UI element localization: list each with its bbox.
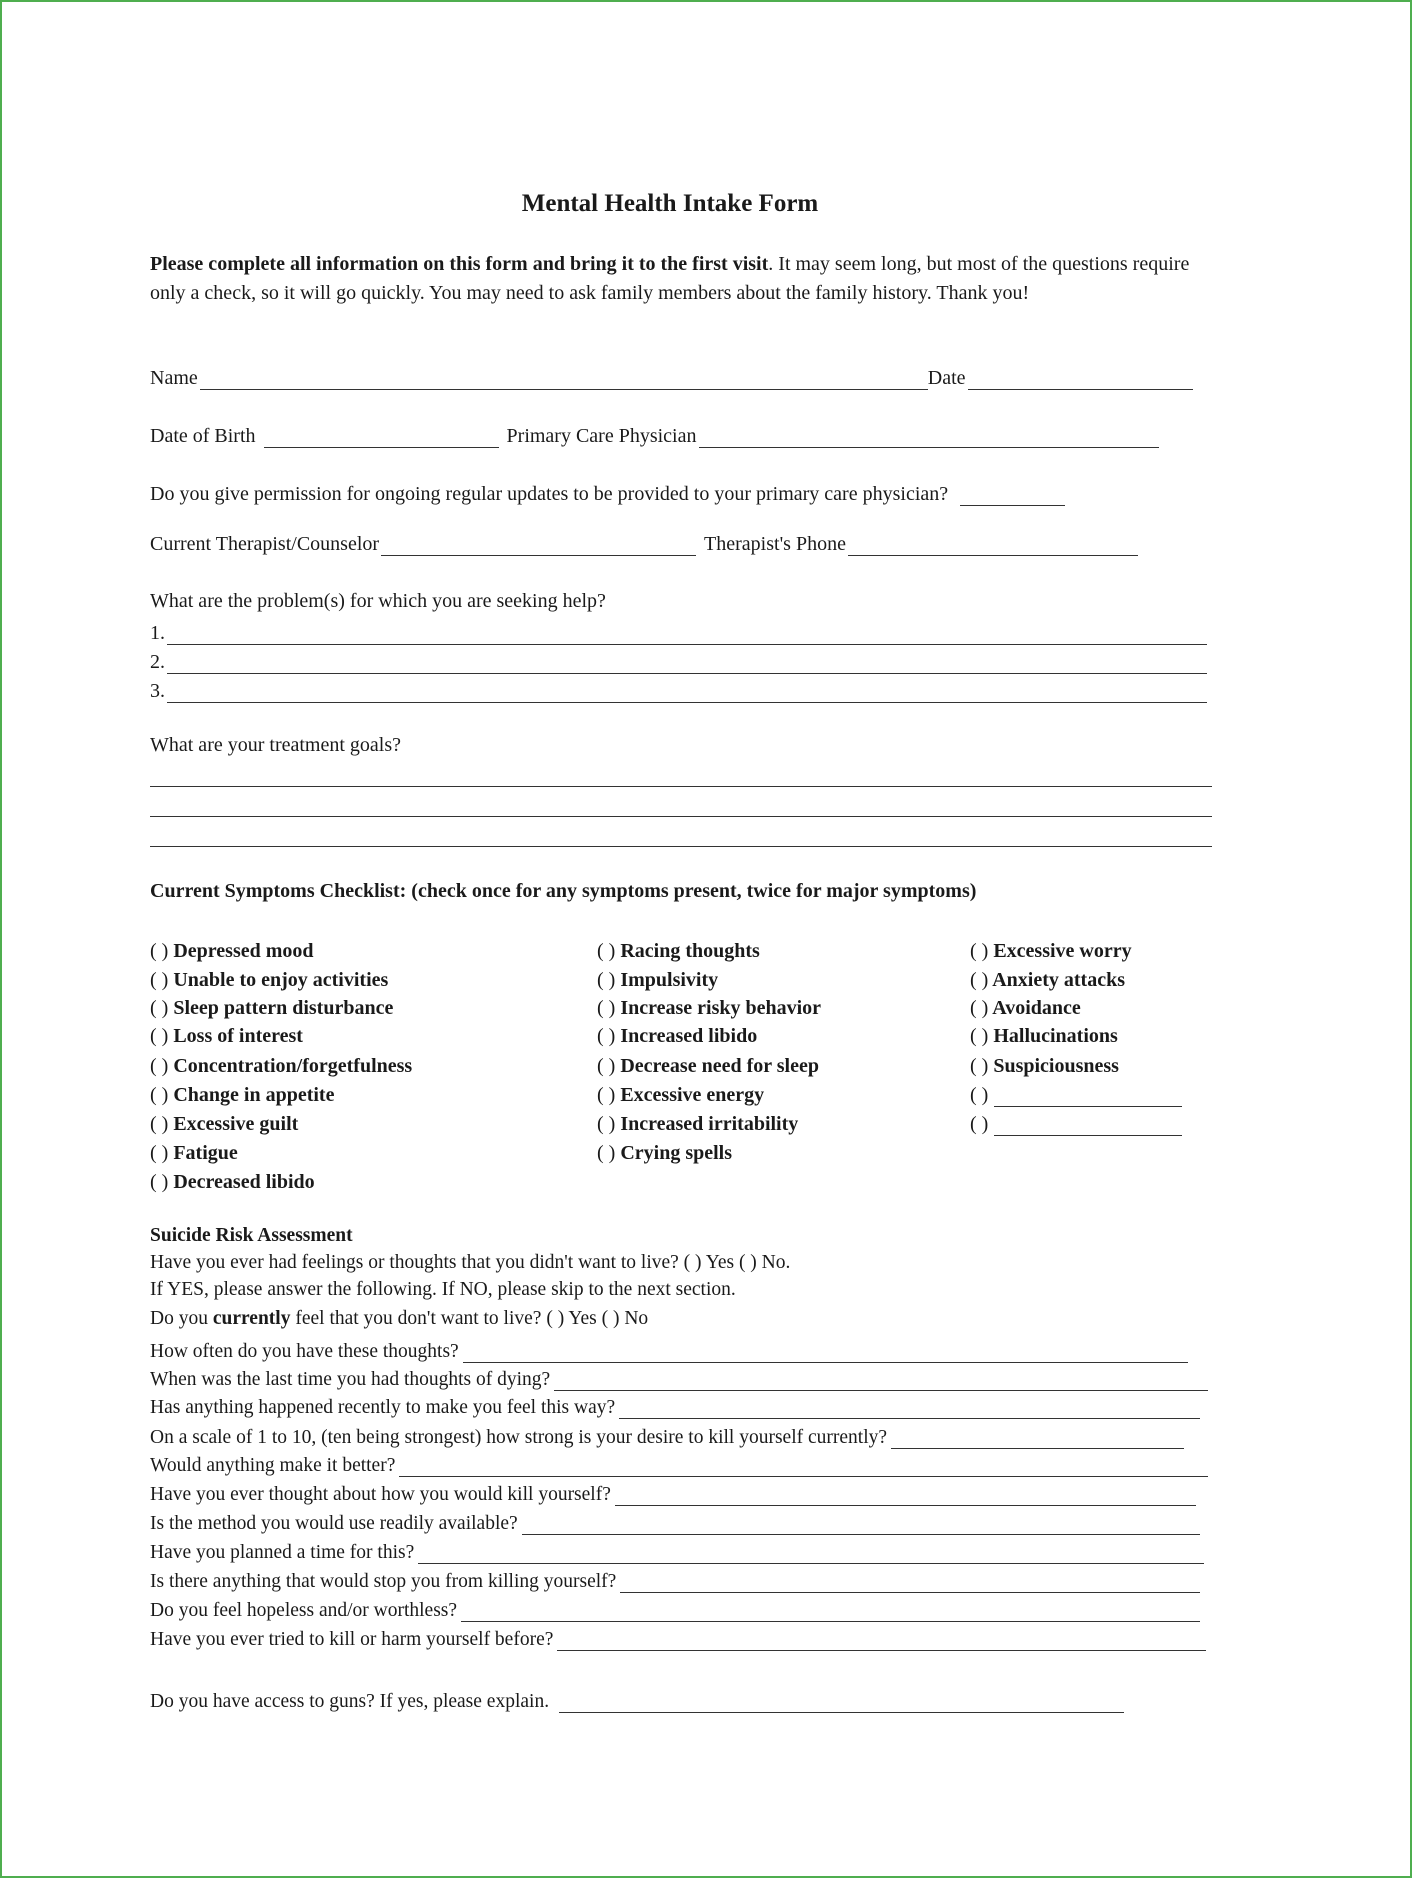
suicide-question-label: Has anything happened recently to make you feel this way? <box>150 1397 616 1418</box>
form-intro <box>150 250 1210 308</box>
symptom-item <box>150 997 393 1020</box>
name-date-row <box>150 362 1210 390</box>
symptom-checkbox[interactable]: ( ) <box>150 969 169 991</box>
symptom-label: Sleep pattern disturbance <box>173 997 394 1019</box>
suicide-answer-field[interactable] <box>891 1428 1184 1449</box>
therapist-field[interactable] <box>381 535 696 556</box>
suicide-q1-note: If YES, please answer the following. If NO, please skip to the next section. <box>150 1279 736 1300</box>
name-field[interactable] <box>200 369 928 390</box>
suicide-heading: Suicide Risk Assessment <box>150 1225 353 1246</box>
problem-field-2[interactable] <box>167 653 1207 674</box>
date-label: Date <box>927 367 966 389</box>
symptom-checkbox[interactable]: ( ) <box>150 1025 169 1047</box>
symptom-checkbox[interactable]: ( ) <box>597 1025 616 1047</box>
symptom-checkbox[interactable]: ( ) <box>970 1025 989 1047</box>
symptom-label: Unable to enjoy activities <box>173 969 389 991</box>
symptom-label: Depressed mood <box>173 940 314 962</box>
symptom-label: Fatigue <box>173 1142 238 1164</box>
suicide-question-label: Would anything make it better? <box>150 1455 396 1476</box>
suicide-answer-field[interactable] <box>620 1572 1200 1593</box>
symptom-label: Racing thoughts <box>620 940 760 962</box>
symptom-item <box>150 1055 412 1078</box>
symptom-checkbox[interactable]: ( ) <box>970 940 989 962</box>
suicide-answer-field[interactable] <box>399 1456 1208 1477</box>
symptom-checkbox[interactable]: ( ) <box>150 997 169 1019</box>
suicide-question-label: On a scale of 1 to 10, (ten being strongest) how strong is your desire to kill yourself currently? <box>150 1427 888 1448</box>
suicide-question-row <box>150 1422 1184 1449</box>
symptom-item <box>150 1171 315 1194</box>
permission-label: Do you give permission for ongoing regular updates to be provided to your primary care physician? <box>150 483 949 505</box>
symptom-label: Impulsivity <box>620 969 719 991</box>
guns-label: Do you have access to guns? If yes, please explain. <box>150 1691 550 1712</box>
symptom-label: Decreased libido <box>173 1171 315 1193</box>
permission-field[interactable] <box>960 485 1065 506</box>
problem-field-1[interactable] <box>167 624 1207 645</box>
symptom-item <box>150 1142 238 1165</box>
pcp-field[interactable] <box>699 427 1159 448</box>
symptom-item <box>970 997 1081 1020</box>
suicide-question-row <box>150 1566 1200 1593</box>
symptom-checkbox[interactable]: ( ) <box>150 940 169 962</box>
symptom-other-field[interactable] <box>994 1086 1182 1107</box>
symptom-checkbox[interactable]: ( ) <box>970 997 989 1019</box>
symptoms-heading: Current Symptoms Checklist: (check once for any symptoms present, twice for major symptoms) <box>150 880 977 902</box>
suicide-answer-field[interactable] <box>463 1342 1188 1363</box>
symptom-label: Concentration/forgetfulness <box>173 1055 413 1077</box>
symptom-item <box>597 940 760 963</box>
pcp-label: Primary Care Physician <box>506 425 697 447</box>
symptom-label: Increased irritability <box>620 1113 799 1135</box>
therapist-phone-label: Therapist's Phone <box>704 533 846 555</box>
dob-pcp-row <box>150 420 1210 448</box>
suicide-answer-field[interactable] <box>557 1630 1206 1651</box>
suicide-question-label: Have you ever thought about how you would kill yourself? <box>150 1484 611 1505</box>
suicide-answer-field[interactable] <box>418 1543 1204 1564</box>
symptom-label: Hallucinations <box>993 1025 1118 1047</box>
goals-line-3[interactable] <box>150 826 1212 847</box>
suicide-answer-field[interactable] <box>461 1601 1200 1622</box>
suicide-q2-post: feel that you don't want to live? ( ) Yes ( ) No <box>290 1308 649 1329</box>
symptom-item <box>597 1025 757 1048</box>
symptom-checkbox[interactable]: ( ) <box>597 1113 616 1135</box>
symptom-item <box>597 1055 819 1078</box>
symptom-item <box>150 1025 303 1048</box>
guns-field[interactable] <box>559 1692 1124 1713</box>
symptom-checkbox[interactable]: ( ) <box>150 1171 169 1193</box>
problem-field-3[interactable] <box>167 682 1207 703</box>
suicide-question-label: How often do you have these thoughts? <box>150 1341 459 1362</box>
symptom-other-item <box>970 1084 1182 1107</box>
suicide-question-row <box>150 1595 1200 1622</box>
symptom-label: Loss of interest <box>173 1025 303 1047</box>
symptom-checkbox[interactable]: ( ) <box>597 1142 616 1164</box>
symptom-label: Excessive worry <box>993 940 1132 962</box>
symptom-checkbox[interactable]: ( ) <box>970 1084 989 1106</box>
suicide-question-label: Have you planned a time for this? <box>150 1542 415 1563</box>
symptom-item <box>597 969 718 992</box>
suicide-q2-bold: currently <box>212 1308 291 1329</box>
symptom-label: Crying spells <box>620 1142 733 1164</box>
suicide-question-label: Is the method you would use readily available? <box>150 1513 518 1534</box>
goals-line-1[interactable] <box>150 766 1212 787</box>
therapist-row <box>150 528 1210 556</box>
problem-number: 3. <box>150 680 165 702</box>
dob-label: Date of Birth <box>150 425 256 447</box>
problem-row-1 <box>150 617 1210 645</box>
symptom-item <box>597 1113 798 1136</box>
suicide-answer-field[interactable] <box>522 1514 1200 1535</box>
suicide-question-row <box>150 1508 1200 1535</box>
suicide-question-row <box>150 1392 1200 1419</box>
symptom-item <box>970 1025 1118 1048</box>
symptom-item <box>597 1142 732 1165</box>
suicide-question-row <box>150 1450 1208 1477</box>
symptom-item <box>150 1113 298 1136</box>
symptom-label: Change in appetite <box>173 1084 335 1106</box>
symptom-checkbox[interactable]: ( ) <box>597 997 616 1019</box>
symptom-checkbox[interactable]: ( ) <box>970 969 989 991</box>
intro-bold: Please complete all information on this form and bring it to the first visit <box>150 253 769 275</box>
symptom-item <box>970 969 1125 992</box>
symptom-checkbox[interactable]: ( ) <box>970 1113 989 1135</box>
suicide-answer-field[interactable] <box>554 1370 1208 1391</box>
symptom-item <box>970 1055 1119 1078</box>
symptom-checkbox[interactable]: ( ) <box>597 969 616 991</box>
symptom-label: Increase risky behavior <box>620 997 822 1019</box>
suicide-question-label: Do you feel hopeless and/or worthless? <box>150 1600 458 1621</box>
symptom-label: Excessive energy <box>620 1084 765 1106</box>
goals-line-2[interactable] <box>150 796 1212 817</box>
therapist-phone-field[interactable] <box>848 535 1138 556</box>
name-label: Name <box>150 367 198 389</box>
suicide-q2 <box>150 1308 648 1330</box>
date-field[interactable] <box>968 369 1193 390</box>
symptom-label: Excessive guilt <box>173 1113 299 1135</box>
symptom-other-field[interactable] <box>994 1115 1182 1136</box>
symptom-item <box>597 997 821 1020</box>
symptom-label: Avoidance <box>992 997 1081 1019</box>
symptom-checkbox[interactable]: ( ) <box>150 1055 169 1077</box>
symptom-checkbox[interactable]: ( ) <box>597 940 616 962</box>
suicide-question-row <box>150 1537 1204 1564</box>
symptom-checkbox[interactable]: ( ) <box>597 1084 616 1106</box>
suicide-question-row <box>150 1479 1196 1506</box>
suicide-answer-field[interactable] <box>619 1398 1200 1419</box>
symptom-checkbox[interactable]: ( ) <box>150 1142 169 1164</box>
problem-row-3 <box>150 675 1210 703</box>
suicide-question-row <box>150 1624 1206 1651</box>
suicide-question-label: Is there anything that would stop you from killing yourself? <box>150 1571 617 1592</box>
symptom-item <box>150 969 388 992</box>
symptom-checkbox[interactable]: ( ) <box>970 1055 989 1077</box>
suicide-answer-field[interactable] <box>615 1485 1196 1506</box>
suicide-q2-pre: Do you <box>150 1308 213 1329</box>
goals-question: What are your treatment goals? <box>150 734 401 756</box>
problem-number: 2. <box>150 651 165 673</box>
symptom-item <box>597 1084 764 1107</box>
permission-row <box>150 478 1210 506</box>
intro-rest: . It may seem long, but most of the questions require only a check, so it will go quickly. You may need to ask family members about the family history. Thank you! <box>150 253 1190 304</box>
symptom-item <box>970 940 1132 963</box>
suicide-q1: Have you ever had feelings or thoughts that you didn't want to live? ( ) Yes ( ) No. <box>150 1252 791 1273</box>
problems-question: What are the problem(s) for which you are seeking help? <box>150 590 606 612</box>
guns-row <box>150 1686 1220 1713</box>
suicide-question-row <box>150 1364 1208 1391</box>
symptom-checkbox[interactable]: ( ) <box>150 1113 169 1135</box>
form-title: Mental Health Intake Form <box>521 190 819 217</box>
symptom-other-item <box>970 1113 1182 1136</box>
symptom-item <box>150 940 314 963</box>
therapist-label: Current Therapist/Counselor <box>150 533 380 555</box>
problem-row-2 <box>150 646 1210 674</box>
symptom-label: Suspiciousness <box>993 1055 1119 1077</box>
symptom-label: Anxiety attacks <box>992 969 1125 991</box>
problem-number: 1. <box>150 622 165 644</box>
dob-field[interactable] <box>264 427 499 448</box>
symptom-checkbox[interactable]: ( ) <box>150 1084 169 1106</box>
symptom-label: Increased libido <box>620 1025 758 1047</box>
symptom-label: Decrease need for sleep <box>620 1055 819 1077</box>
symptom-checkbox[interactable]: ( ) <box>597 1055 616 1077</box>
suicide-question-label: Have you ever tried to kill or harm yourself before? <box>150 1629 554 1650</box>
suicide-question-label: When was the last time you had thoughts of dying? <box>150 1369 551 1390</box>
suicide-question-row <box>150 1336 1188 1363</box>
symptom-item <box>150 1084 334 1107</box>
